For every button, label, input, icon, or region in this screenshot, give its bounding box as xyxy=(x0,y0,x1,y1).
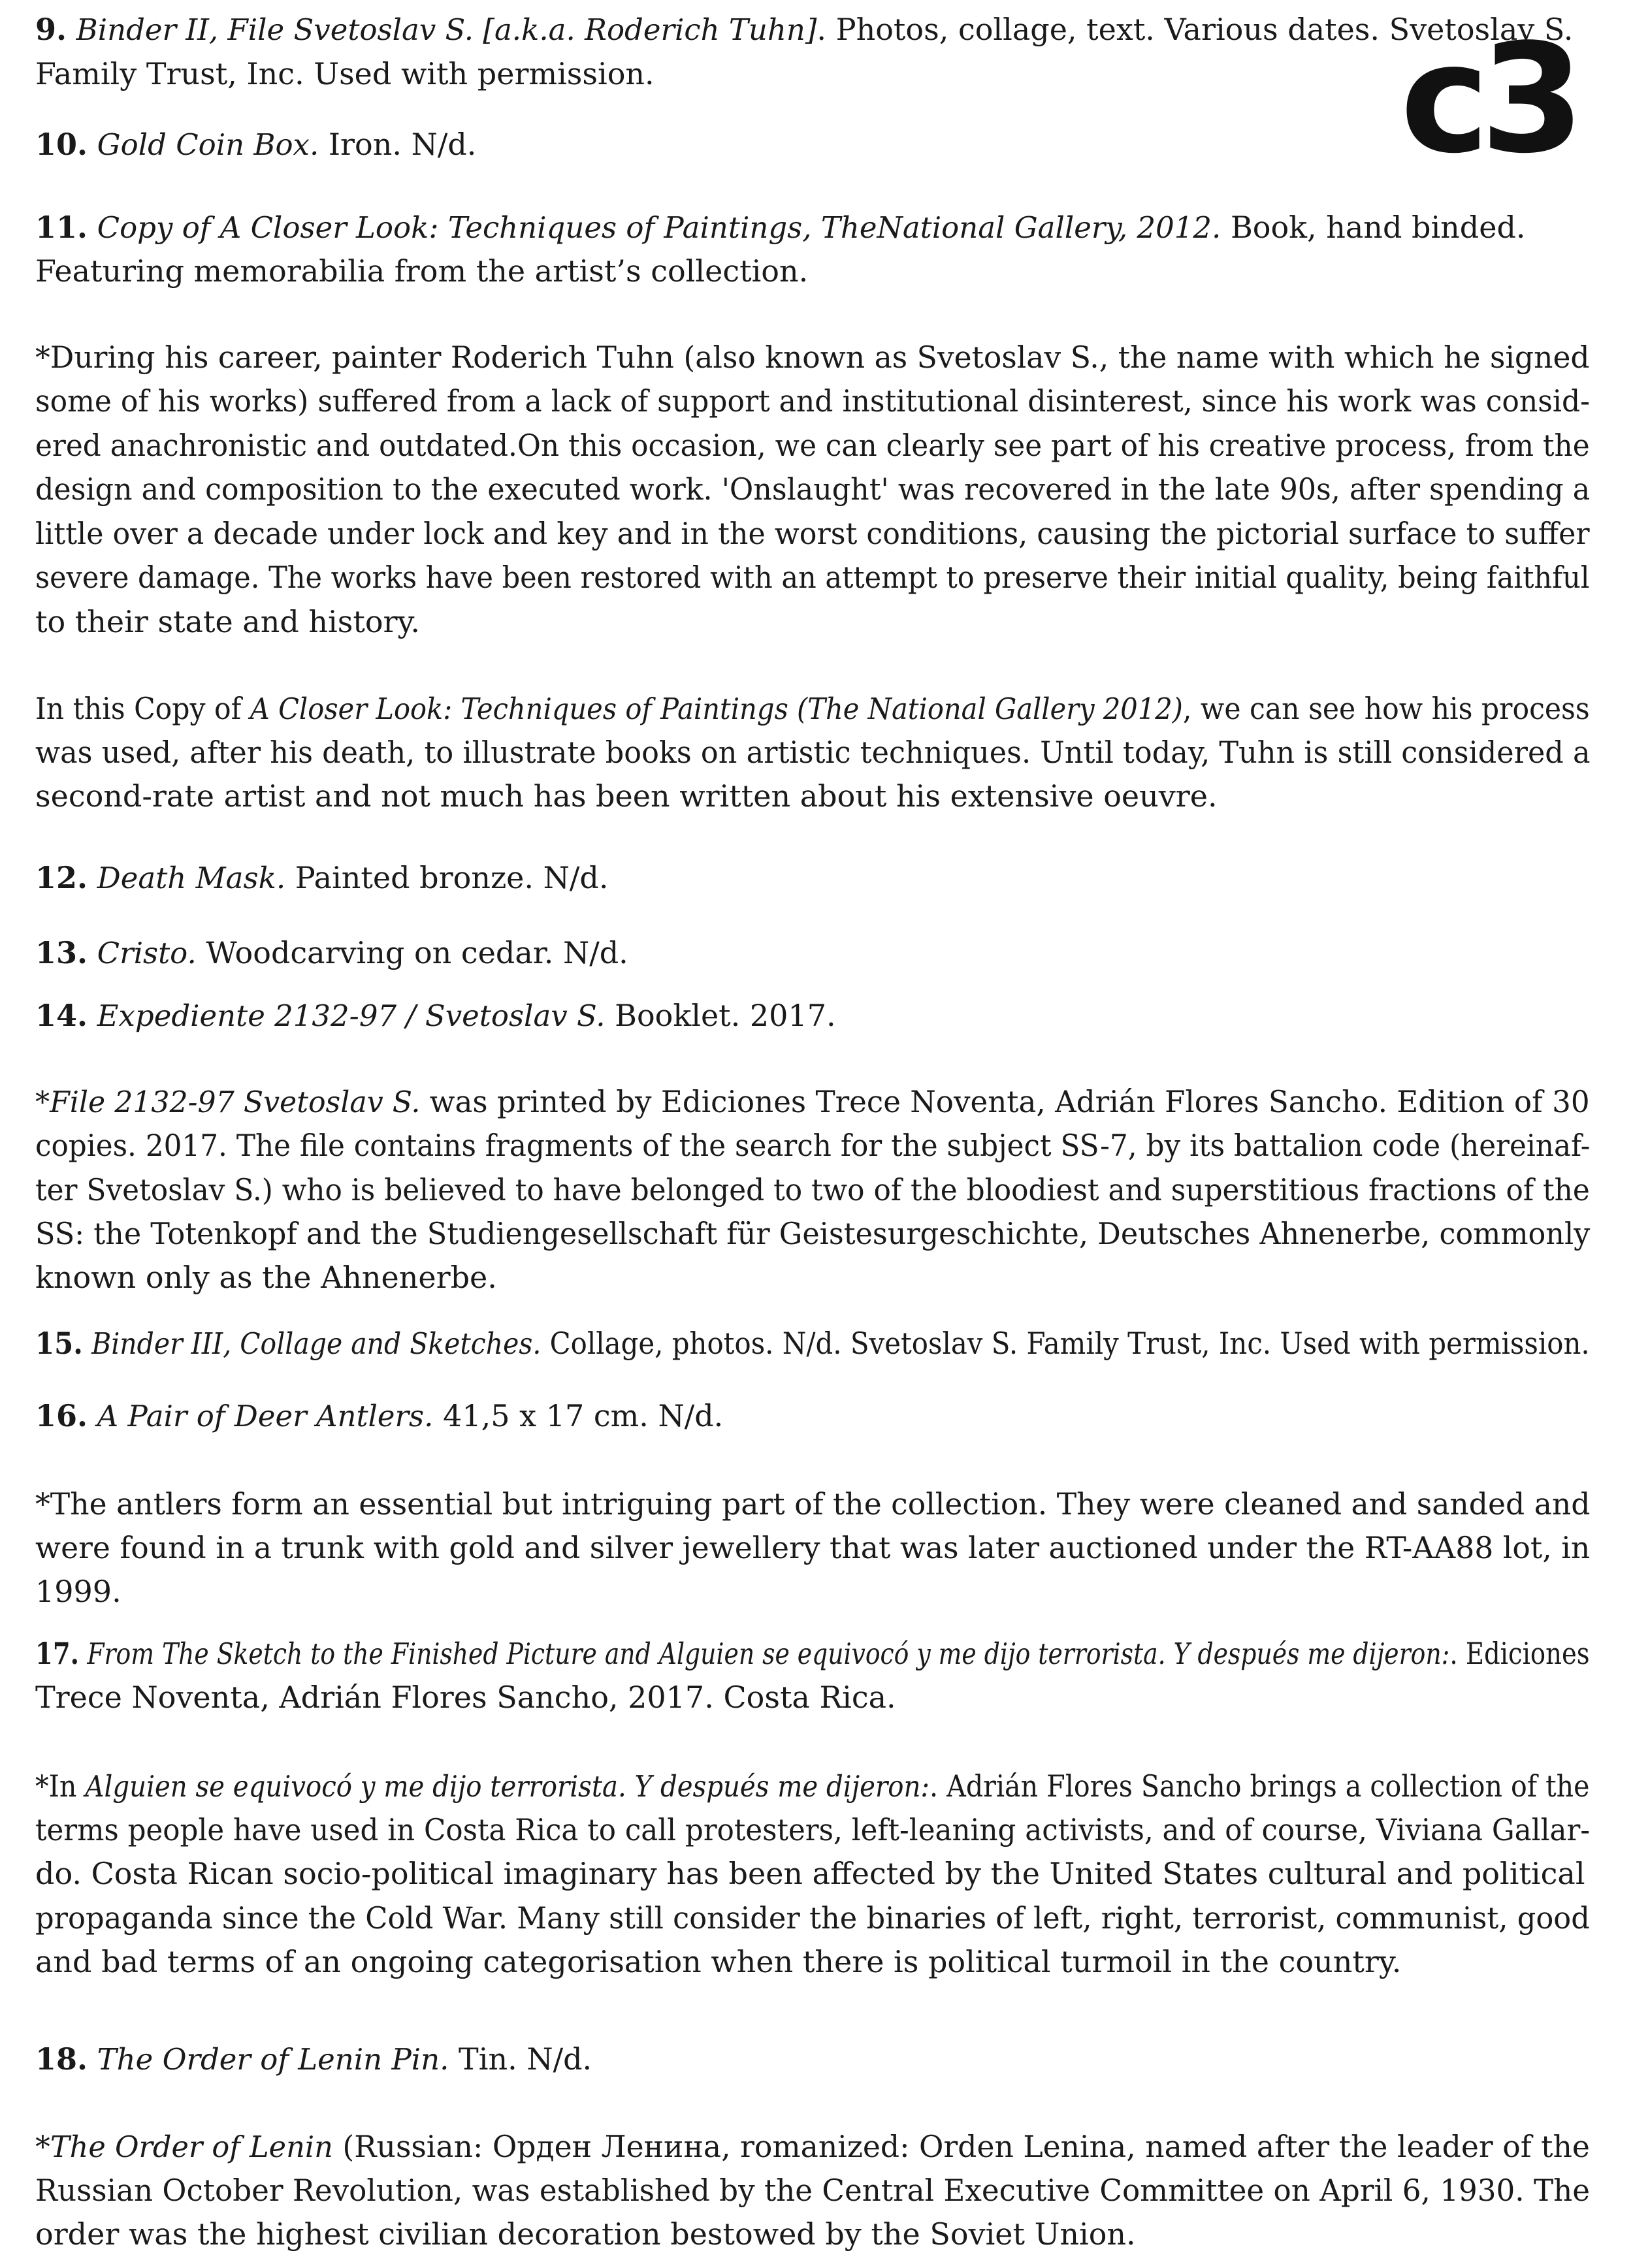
note-text: (Russian: Орден Ленина, romanized: Orden Lenina, named after the leader of the xyxy=(332,2129,1590,2164)
note-alguien-line: propaganda since the Cold War. Many still consider the binaries of left, right, terrorist, communist, good xyxy=(35,1900,1590,1936)
book-title: A Closer Look: Techniques of Paintings (The National Gallery 2012) xyxy=(250,692,1183,726)
item-number: 9. xyxy=(35,12,67,47)
item-details: Booklet. 2017. xyxy=(605,998,836,1033)
c3-logo: c3 xyxy=(1400,12,1576,187)
item-number: 10. xyxy=(35,127,88,162)
note-lenin-line: Russian October Revolution, was established by the Central Executive Committee on April 6, 1930. The xyxy=(35,2173,1591,2208)
item-title: Gold Coin Box. xyxy=(97,127,319,162)
item-number: 17. xyxy=(35,1636,80,1671)
item-17-line-2: Trece Noventa, Adrián Flores Sancho, 2017. Costa Rica. xyxy=(35,1680,896,1715)
note-text: . Adrián Flores Sancho brings a collection of the xyxy=(929,1768,1590,1804)
note-text: , we can see how his process xyxy=(1182,691,1590,726)
item-14 xyxy=(35,998,1590,1033)
note-alguien-line-1 xyxy=(35,1768,1590,1804)
item-16 xyxy=(35,1398,1590,1433)
note-alguien-line: terms people have used in Costa Rica to call protesters, left-leaning activists, and of course, Viviana Gallar- xyxy=(35,1812,1591,1847)
item-title: Cristo. xyxy=(97,936,197,970)
note-text: *In xyxy=(35,1768,86,1804)
item-9-line-2: Family Trust, Inc. Used with permission. xyxy=(35,56,655,91)
item-title: Copy of A Closer Look: Techniques of Paintings, TheNational Gallery, 2012. xyxy=(97,210,1221,245)
item-11-line-1 xyxy=(35,210,1590,245)
note-file-line-1 xyxy=(35,1084,1590,1119)
note-antlers-line: *The antlers form an essential but intriguing part of the collection. They were cleaned and sanded and xyxy=(35,1486,1591,1522)
item-title: Binder III, Collage and Sketches. xyxy=(91,1326,542,1361)
item-number: 13. xyxy=(35,935,88,970)
note-antlers-line: were found in a trunk with gold and silver jewellery that was later auctioned under the RT-AA88 lot, in xyxy=(35,1530,1591,1565)
order-title: The Order of Lenin xyxy=(50,2130,333,2164)
note-tuhn-line: design and composition to the executed work. 'Onslaught' was recovered in the late 90s, after spending a xyxy=(35,471,1591,507)
note-antlers-line: 1999. xyxy=(35,1574,121,1609)
file-title: *File 2132-97 Svetoslav S. xyxy=(35,1085,421,1119)
item-title: From The Sketch to the Finished Picture and Alguien se equivocó y me dijo terrorista. Y después me dijeron: xyxy=(87,1637,1450,1671)
item-details: Woodcarving on cedar. N/d. xyxy=(196,935,628,970)
note-alguien-line: and bad terms of an ongoing categorisation when there is political turmoil in the country. xyxy=(35,1944,1402,1979)
note-alguien-line: do. Costa Rican socio-political imaginary has been affected by the United States cultural and political xyxy=(35,1856,1585,1891)
note-file-line: copies. 2017. The file contains fragments of the search for the subject SS-7, by its battalion code (hereinaf- xyxy=(35,1128,1591,1163)
note-text: * xyxy=(35,2129,50,2164)
note-file-line: ter Svetoslav S.) who is believed to have belonged to two of the bloodiest and superstitious fractions of the xyxy=(35,1172,1590,1207)
item-details: Collage, photos. N/d. Svetoslav S. Family Trust, Inc. Used with permission. xyxy=(541,1326,1590,1361)
item-17-line-1 xyxy=(35,1636,1590,1671)
note-tuhn-line: some of his works) suffered from a lack of support and institutional disinterest, since his work was consid- xyxy=(35,383,1591,419)
note-copy-line-1 xyxy=(35,691,1590,726)
item-10 xyxy=(35,127,1590,162)
item-12 xyxy=(35,860,1590,895)
item-9-line-1 xyxy=(35,12,1590,47)
item-title: Death Mask. xyxy=(97,861,286,895)
note-file-line: known only as the Ahnenerbe. xyxy=(35,1260,497,1295)
item-18 xyxy=(35,2041,1590,2077)
item-number: 14. xyxy=(35,998,88,1033)
item-number: 15. xyxy=(35,1326,83,1361)
item-number: 16. xyxy=(35,1398,88,1433)
book-title: Alguien se equivocó y me dijo terrorista. Y después me dijeron: xyxy=(85,1769,930,1804)
item-details: . Photos, collage, text. Various dates. Svetoslav S. xyxy=(816,12,1574,47)
item-details: Painted bronze. N/d. xyxy=(285,860,609,895)
note-text: In this Copy of xyxy=(35,691,250,726)
item-title: A Pair of Deer Antlers. xyxy=(97,1399,434,1433)
item-title: The Order of Lenin Pin. xyxy=(97,2042,449,2077)
item-details: . Ediciones xyxy=(1449,1636,1590,1671)
item-details: Iron. N/d. xyxy=(319,127,477,162)
item-13 xyxy=(35,935,1590,970)
note-text: was printed by Ediciones Trece Noventa, Adrián Flores Sancho. Edition of 30 xyxy=(420,1084,1590,1119)
item-details: Book, hand binded. xyxy=(1221,210,1526,245)
item-title: Binder II, File Svetoslav S. [a.k.a. Roderich Tuhn] xyxy=(76,12,817,47)
item-details: Tin. N/d. xyxy=(449,2041,592,2077)
note-copy-line-3: second-rate artist and not much has been written about his extensive oeuvre. xyxy=(35,778,1218,814)
item-15 xyxy=(35,1326,1590,1361)
note-file-line: SS: the Totenkopf and the Studiengesellschaft für Geistesurgeschichte, Deutsches Ahnenerbe, commonly xyxy=(35,1216,1591,1251)
note-tuhn-line: ered anachronistic and outdated.On this occasion, we can clearly see part of his creative process, from the xyxy=(35,428,1590,463)
note-tuhn-line: *During his career, painter Roderich Tuhn (also known as Svetoslav S., the name with which he signed xyxy=(35,340,1590,375)
item-11-line-2: Featuring memorabilia from the artist’s collection. xyxy=(35,253,809,289)
item-details: 41,5 x 17 cm. N/d. xyxy=(433,1398,724,1433)
note-copy-line-2: was used, after his death, to illustrate books on artistic techniques. Until today, Tuhn is still considered a xyxy=(35,735,1591,770)
item-title: Expediente 2132-97 / Svetoslav S. xyxy=(97,998,606,1033)
note-tuhn-line: severe damage. The works have been restored with an attempt to preserve their initial quality, being faithful xyxy=(35,560,1590,595)
note-tuhn-line: little over a decade under lock and key and in the worst conditions, causing the pictorial surface to suffer xyxy=(35,516,1590,551)
item-number: 18. xyxy=(35,2041,88,2077)
note-lenin-line: order was the highest civilian decoration bestowed by the Soviet Union. xyxy=(35,2216,1136,2252)
item-number: 11. xyxy=(35,210,88,245)
note-lenin-line-1 xyxy=(35,2129,1590,2164)
item-number: 12. xyxy=(35,860,88,895)
note-tuhn-line: to their state and history. xyxy=(35,604,421,639)
